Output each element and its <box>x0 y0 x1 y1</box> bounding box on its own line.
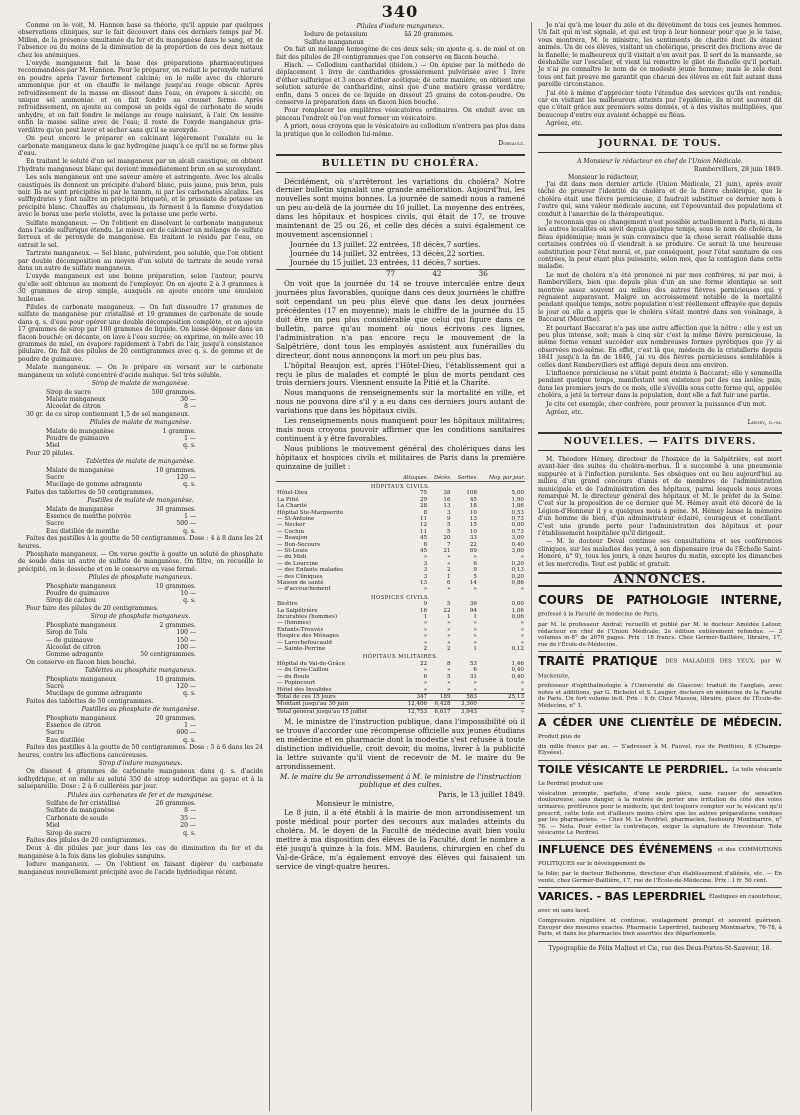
section-title-journal: JOURNAL DE TOUS. <box>538 134 782 153</box>
recipe: Phosphate manganeux 20 grammes. Essence de citron 1 — Sucre 600 — Eau distillée q. s. <box>46 714 196 744</box>
letter-date: Paris, le 13 juillet 1849. <box>438 790 525 800</box>
journee-row: Journée du 13 juillet. 22 entrées, 18 décès, 7 sorties. <box>290 239 481 249</box>
paragraph: L'influence pernicieuse ne s'était point éteinte à Baccarat; elle y sommeilla pendant quelque temps, manifestant son existence par des cas isolés; puis, dans les premiers jours de ce mois, elle s'éveilla sous cette forme qui, appelée choléra, a jeté la terreur dans la population, dont elle a fait fuir une partie. <box>538 370 782 400</box>
recipe: Phosphate manganeux 10 grammes. Sucre 120 — Mucilage de gomme adragante q. s. <box>46 675 196 698</box>
paragraph: Pour 20 pilules. <box>26 449 75 457</box>
paragraph: Faites des tablettes de 50 centigrammes. <box>26 488 154 496</box>
table-row: — du Roule 6 5 31 0,40 <box>277 673 524 680</box>
paragraph: On dissout 4 grammes de carbonate manganeux dans q. s. d'acide iodhydrique, et on mêle au soluté 350 de sirop sudorifique au gayac et à la salsepareille. Dose : 2 à 6 cuillerées par jour. <box>18 768 263 791</box>
paragraph: Deux à dix pilules par jour dans les cas de diminution du fer et du manganèse à la fois dans les globules sanguins. <box>18 845 263 860</box>
letter-heading: M. le maire du 9e arrondissement à M. le ministre de l'instruction publique et des cultes. <box>279 771 522 790</box>
paragraph: Phosphate manganeux. — On verse goutte à goutte un soluté de phosphate de soude dans un autre de sulfate de manganèse. On filtre, on recueille le précipité, on le dessèche et on le conserve en vase fermé. <box>18 551 263 573</box>
paragraph: Pour faire des pilules de 20 centigrammes. <box>26 604 159 612</box>
journee-total: 77 42 36 <box>276 269 525 279</box>
ad-cours-pathologie: COURS DE PATHOLOGIE INTERNE, professé à la Faculté de médecine de Paris, par M. le professeur Andral; recueilli et publié par M. le docteur Amédée Latour, rédacteur en chef de l'Union Médicale; 2e édition entièrement refondue. — 3 volumes in-8° de 2076 pages. Prix : 18 francs. Chez Germer-Baillière, libraire, 17, rue de l'École-de-Médecine. <box>538 591 782 652</box>
ad-clientele: A CÉDER UNE CLIENTÈLE DE MÉDECIN. Produit plus de dix mille francs par an. — S'adresser à M. Fauvel, rue de Ponthieu, 8 (Champs-Élysées). <box>538 714 782 761</box>
recipe-title: Tablettes au phosphate manganeux. <box>84 667 197 675</box>
paragraph: Malate manganeux. — On le prépare en versant sur le carbonate manganeux un soluté concentré d'acide malique. Sel très soluble. <box>18 364 263 379</box>
paragraph: Faites des pastilles à la goutte de 50 centigrammes. Dose : 5 à 6 dans les 24 heures, contre les affections cancéreuses. <box>18 744 263 759</box>
table-row: — Bon-Secours 6 7 22 0,40 <box>277 541 524 548</box>
paragraph: Hisch. — Collodium cantharidal (ibidem.) — On épuise par la méthode de déplacement 1 livre de cantharides grossièrement pulvérisée avec 1 livre d'éther sulfurique et 3 onces d'éther acétique; de cette manière, on obtient une solution saturée de cantharidine, ainsi que d'une matière grasse verdâtre; enfin, dans 5 onces de ce liquide on dissout 25 grains de coton-poudre. On conserve la préparation dans un flacon bien bouché. <box>276 62 525 107</box>
ad-traite-pratique: TRAITÉ PRATIQUE DES MALADIES DES YEUX; par W. Mackenzie, professeur d'ophthalmologie à l'Université de Glascow; traduit de l'anglais, avec notes et additions, par G. Richelot et S. Laugier, docteurs en médecine de la Faculté de Paris. Un fort volume in-8. Prix : 6 fr. Chez Masson, libraire, place de l'École-de-Médecine, n° 1. <box>538 652 782 713</box>
signature: Liégey, d.-m. <box>747 418 782 426</box>
paragraph: L'hôpital Beaujon est, après l'Hôtel-Dieu, l'établissement qui a reçu le plus de malades et compté le plus de morts pendant ces trois derniers jours. Viennent ensuite la Pitié et la Charité. <box>276 360 525 388</box>
table-row: La Charité 28 13 18 1,86 <box>277 503 524 510</box>
table-row: Hôpital du Val-de-Grâce 22 8 53 1,46 <box>277 660 524 667</box>
table-row: Total de ces 15 jours 347 189 583 25,13 <box>277 693 524 700</box>
paragraph: On peut encore le préparer en calcinant légèrement l'oxalate ou le carbonate manganeux dans le gaz hydrogène jusqu'à ce qu'il ne se forme plus d'eau. <box>18 135 263 157</box>
journal-salutation: Monsieur le rédacteur, <box>568 173 639 181</box>
table-row: — de Lourcine 3 » 6 0,20 <box>277 560 524 567</box>
table-row: La Pitié 29 16 45 1,90 <box>277 496 524 503</box>
paragraph: Le 8 juin, il a été établi à la mairie de mon arrondissement un poste médical pour porter des secours aux malades atteints du choléra. M. le doyen de la Faculté de médecine avait bien voulu mettre à ma disposition des élèves de la Faculté, dont le nombre a été jusqu'à quinze à la fois. MM. Baudens, chirurgien en chef du Val-de-Grâce, m'a également envoyé des élèves qui faisaient un service de vingt-quatre heures. <box>276 808 525 871</box>
signature: Dorvault. <box>498 140 525 148</box>
journee-row: Journée du 15 juillet. 23 entrées, 11 décès, 7 sorties. <box>290 257 481 267</box>
paragraph: J'ai été à même d'apprécier toute l'étendue des services qu'ils ont rendus; car en visitant les malheureux atteints par l'épidémie, ils m'ont souvent dit que c'était grâce aux premiers soins donnés, et à des visites multipliées, que beaucoup d'entre eux avaient échappé au fléau. <box>538 89 782 119</box>
recipe-title: Pilules d'iodure manganeux. <box>356 23 445 30</box>
table-row: Hôtel-Dieu 75 38 108 5,00 <box>277 490 524 497</box>
table-row: Maison de santé 13 6 14 0,86 <box>277 580 524 586</box>
paragraph: Je cite cet exemple, cher confrère, pour prouver la puissance d'un mot. <box>546 400 767 408</box>
paragraph: Faites des pilules de 20 centigrammes. <box>26 837 147 845</box>
recipe: Sirop de sucre 500 grammes. Malate manganeux 30 — Alcoolat de citron 8 — <box>46 388 196 411</box>
recipe: Malate de manganèse 30 grammes. Essence de menthe poivrée 1 — Sucre 500 — Eau distillée de menthe q. s. <box>46 505 196 535</box>
annonces-title: ANNONCES. <box>538 572 782 587</box>
paragraph: Pilules de carbonate manganeux. — On fait dissoudre 17 grammes de sulfate de manganèse pur cristallisé et 19 grammes de carbonate de soude dans q. s. d'eau pour opérer une double décomposition complète, et on ajoute 17 grammes de sirop par 100 grammes de liquide. On laisse déposer dans un flacon bouché; on décante, on lave à l'eau sucrée; on exprime, on mêle avec 10 grammes de miel, on évapore rapidement à l'abri de l'air, jusqu'à consistance pilulaire. On fait des pilules de 20 centigrammes avec q. s. de gomme et de poudre de guimauve. <box>18 304 263 363</box>
ad-influence: INFLUENCE DES ÉVÉNEMENS et des COMMOTIONS POLITIQUES sur le développement de la folie; par le docteur Belhomme, directeur d'un établissement d'aliénés, etc. — En vente, chez Germer-Baillière, 17, rue de l'École-de-Médecine. Prix : 1 fr. 50 cent. <box>538 841 782 888</box>
recipe-title: Pilules de malate de manganèse. <box>89 419 192 427</box>
journee-list <box>276 241 525 279</box>
table-row: — (femmes) » » » » <box>277 620 524 627</box>
recipe-title: Pastilles de malate de manganèse. <box>87 497 194 505</box>
journal-date: Rambervillers, 28 juin 1849. <box>693 166 782 174</box>
table-row: — Beaujon 45 20 33 3,00 <box>277 535 524 542</box>
section-title-nouvelles: NOUVELLES. — FAITS DIVERS. <box>538 432 782 451</box>
table-row: Enfants-Trouvés » » » » <box>277 626 524 633</box>
paragraph: Le mot de choléra n'a été prononcé ni par mes confrères, ni par moi, à Rambervillers, bien que depuis plus d'un an une forme identique se soit montrée assez souvent au milieu des autres fièvres pernicieuses qui y régnaient auparavant. Malgré un accroissement notable de la mortalité pendant quelque temps, notre population n'est réellement effrayée que depuis le jour où elle a appris que le choléra s'était montré dans son voisinage, à Baccarat (Meurthe). <box>538 271 782 324</box>
paragraph: J'ai dit dans mon dernier article (Union Médicale, 21 juin), après avoir tâché de prouver l'identité du choléra et de la fièvre cholérique, que le choléra était une fièvre pernicieuse, il faudrait substituer ce dernier nom à l'autre qui, sans valeur médicale aucune, est l'épouvantail des populations et conduit à l'anarchie de la thérapeutique. <box>538 180 782 218</box>
table-subheading: HÔPITAUX CIVILS. <box>370 483 431 490</box>
paragraph: On fait un mélange homogène de ces deux sels; on ajoute q. s. de miel et on fait des pilules de 20 centigrammes que l'on conserve en flacon bouché. <box>276 46 525 61</box>
table-row: — du Midi » » » » <box>277 554 524 561</box>
table-row: — du Gros-Caillou » » 6 0,40 <box>277 667 524 674</box>
paragraph: L'oxyde manganeux fait la base des préparations pharmaceutiques recommandées par M. Hannon. Pour le préparer, on réduit le peroxyde naturel en poudre après l'avoir fortement calciné; on le mêle avec du chlorure ammonique pur et on chauffe le mélange jusqu'au rouge obscur. Après refroidissement de la masse on dissout dans l'eau, on évapore à siccité; on unique sel ammoniac et on fait fondre au creuset fermé. Après refroidissement, on ajoute au composé un poids égal de carbonate de soude anhydre, et on fait fondre le mélange au rouge naissant, à l'air. On lessive enfin la masse saline avec de l'eau; il reste de l'oxyde manganeux gris-verdâtre qu'on peut laver et sécher sans qu'il se suroxyde. <box>18 60 263 134</box>
paragraph: L'oxyde manganeux est une bonne préparation, selon l'auteur, pourvu qu'elle soit obtenue au moment de l'employer. On en ajoute 2 à 3 grammes à 30 grammes de sirop simple, auxquels on ajoute encore une émulsion huileuse. <box>18 273 263 303</box>
ad-varices: VARICES. - BAS LEPERDRIEL Élastiques en caoutchouc, avec ou sans lacet. Compression régulière et continue, soulagement prompt et souvent guérison. Envoyer des mesures exactes. Pharmacie Leperdriel, faubourg Montmartre, 76-78, à Paris, et dans les pharmacies bien assorties des départements. <box>538 888 782 942</box>
table-row: — St-Antoine 11 9 13 0,73 <box>277 515 524 522</box>
recipe: Malate de manganèse 10 grammes. Sucre 120 — Mucilage de gomme adragante q. s. <box>46 466 196 489</box>
table-row: Hôpital Ste-Marguerite 8 3 10 0,53 <box>277 509 524 516</box>
paragraph: Et pourtant Baccarat n'a pas une autre affection que la nôtre : elle y est un peu plus intense, soit; mais à cinq sûr c'est la même fièvre pernicieuse, la même forme venant succéder aux nombreuses formes pyrétiques que j'y ai observées moi-même. En effet, c'est là que, médecin de la cristallerie depuis 1841 jusqu'à la fin de 1846, j'ai vu des fièvres pernicieuses semblables à celles dont Rambervillers est affligé depuis deux ans environ. <box>538 324 782 369</box>
paragraph: Les sels manganeux ont une saveur amère et astringente. Avec les alcalis caustiques ils donnent un précipité d'abord blanc, puis jaune, puis brun, puis noir. Ils ne sont précipités ni par le tannin, ni par les carbonates alcalins. Les sulfhydrates y font naître un précipité briqueté, et le prussiate de potasse un précipité blanc. Chauffés au chalumeau, ils forment à la flamme d'oxydation avec le borax une perle violette, avec la potasse une perle verte. <box>18 174 263 219</box>
section-title-cholera: BULLETIN DU CHOLÉRA. <box>276 154 525 173</box>
table-row: — Larochefoucauld » » » » <box>277 639 524 646</box>
recipe-title: Tablettes de malate de manganèse. <box>85 458 196 466</box>
cholera-table: Attaques. Décès. Sorties. Moy. par jour. HÔPITAUX CIVILS. Hôtel-Dieu 75 38 108 5,00 La Pitié 29 16 45 1,90 La Charité 28 13 18 1,86 Hôpital Ste-Marguerite 8 3 10 0,53 — St-Antoine 11 9 13 0,73 — Necker 12 5 15 0,80 — Cochin 11 5 10 0,73 — Beaujon 45 20 33 3,00 — Bon-Secours 6 7 22 0,40 — St-Louis 45 21 69 3,00 — du Midi » » » » — de Lourcine 3 » 6 0,20 — des Enfants malades 3 2 9 0,13 — des Cliniques 3 1 5 0,20 Maison de santé 13 6 14 0,86 — d'accouchement » » » » HOSPICES CIVILS. Bicêtre 9 5 36 0,60 La Salpêtrière 16 22 94 1,06 Incurables (hommes) 1 1 1 0,06 — (femmes) » » » » Enfants-Trouvés » » » » Hospice des Ménages » » » » — Larochefoucauld » » » » — Sainte-Perrine 2 2 1 0,12 HÔPITAUX MILITAIRES. Hôpital du Val-de-Grâce 22 8 53 1,46 — du Gros-Caillou » » 6 0,40 — du Roule 6 5 31 0,40 — Popincourt » » » » Hôtel des Invalides » » » » Total de ces 15 jours 347 189 583 25,13 Montant jusqu'au 30 juin 12,406 6,428 3,360 » Total général jusqu'au 15 juillet 12,753 6,617 3,943 » <box>277 474 525 715</box>
page-number: 340 <box>381 2 419 21</box>
paragraph: En traitant le soluté d'un sel manganeux par un alcali caustique, on obtient l'hydrate manganeux blanc qui devient immédiatement brun en se suroxydant. <box>18 158 263 173</box>
table-row: — St-Louis 45 21 69 3,00 <box>277 547 524 554</box>
table-row: Montant jusqu'au 30 juin 12,406 6,428 3,360 » <box>277 701 524 708</box>
journal-subtitle: A Monsieur le rédacteur en chef de l'Union Médicale. <box>577 157 743 165</box>
table-row: Total général jusqu'au 15 juillet 12,753 6,617 3,943 » <box>277 708 524 715</box>
table-subheading: HÔPITAUX MILITAIRES. <box>362 654 439 661</box>
paragraph: M. Théodore Hémey, directeur de l'hospice de la Salpêtrière, est mort avant-hier des suites du choléra-morbus. Il a succombé à une pneumonie suppurée et à l'infection purulente. Ses obsèques ont eu lieu aujourd'hui au milieu d'un grand concours d'amis et de membres de l'administration municipale et de l'administration des hôpitaux, parmi lesquels nous avons remarqué M. le directeur général des hôpitaux et M. le préfet de la Seine. C'est sur la proposition de ce dernier que M. Hémey avait été décoré de la Légion-d'Honneur il y a quelques mois à peine. M. Hémey laisse la mémoire d'un homme de bien, d'un administrateur éclairé, courageux et conciliant. C'est une grande perte pour l'administration des hôpitaux et pour l'établissement hospitalier qu'il dirigeait. <box>538 455 782 537</box>
paragraph: Faites des pastilles à la goutte de 50 centigrammes. Dose : 4 à 8 dans les 24 heures. <box>18 535 263 550</box>
recipe: Sulfate de fer cristallisé 26 grammes. Sulfate de manganèse 8 — Carbonate de soude 35 — Miel 20 — Sirop de sucre q. s. <box>46 800 196 837</box>
recipe-title: Pilules de phosphate manganeux. <box>88 574 193 582</box>
column-left <box>12 22 270 1111</box>
paragraph: A priori, nous croyons que le vésicatoire au collodium n'entrera pas plus dans la pratique que le collodion lui-même. <box>276 123 525 138</box>
table-row: — Cochin 11 5 10 0,73 <box>277 528 524 535</box>
paragraph: 30 gr. de ce sirop contiennent 1,5 de sel manganeux. <box>26 410 190 418</box>
table-row: — des Cliniques 3 1 5 0,20 <box>277 573 524 580</box>
table-row: — d'accouchement » » » » <box>277 586 524 593</box>
recipe-title: Sirop de phosphate manganeux. <box>90 613 191 621</box>
paragraph: On conserve en flacon bien bouché. <box>26 658 137 666</box>
table-row: — des Enfants malades 3 2 9 0,13 <box>277 567 524 574</box>
paragraph: Agréez, etc. <box>546 409 583 417</box>
table-row: Hôtel des Invalides » » » » <box>277 686 524 693</box>
paragraph: On voit que la journée du 14 se trouve intercalée entre deux journées plus favorables, quoique dans ces deux journées le chiffre soit cependant un peu plus élevé que dans les deux journées précédentes (17 en moyenne); mais le chiffre de la journée du 15 doit être un peu plus considérable que celui qui figure dans ce bulletin, parce qu'au moment où nous écrivons ces lignes, l'administration n'a pas encore reçu le mouvement de la Salpêtrière, dont tous les employés assistent aux funérailles du directeur, dont nous annonçons la mort un peu plus bas. <box>276 279 525 360</box>
table-row: Bicêtre 9 5 36 0,60 <box>277 601 524 608</box>
paragraph: Iodure manganeux. — On l'obtient en faisant digérer du carbonate manganeux nouvellement précipité avec de l'acide hydriodique récent. <box>18 861 263 876</box>
recipe: Phosphate manganeux 2 grammes. Sirop de Tolu 100 — — de guimauve 150 — Alcoolat de citron 100 — Gomme adragante 50 centigrammes. <box>46 621 196 659</box>
table-row: — Necker 12 5 15 0,80 <box>277 522 524 529</box>
recipe: Phosphate manganeux 10 grammes. Poudre de guimauve 10 — Sirop de cachou q. s. <box>46 582 196 605</box>
paragraph: Comme on le voit, M. Hannon base sa théorie, qu'il appuie par quelques observations cliniques, sur le fait découvert dans ces derniers temps par M. Millon, de la présence simultanée du fer et du manganèse dans le sang, et de l'absence ou du moins de la diminution de la proportion de ces deux métaux chez les anémiques. <box>18 22 263 59</box>
paragraph: — M. le docteur Deval continue ses consultations et ses conférences cliniques, sur les maladies des yeux, à son dispensaire (rue de l'Échelle Saint-Honoré, n° 9), tous les jours, à onze heures du matin, excepté les dimanches et les mercredis. Tout est public et gratuit. <box>538 538 782 568</box>
column-right <box>532 22 788 1111</box>
recipe-title: Sirop de malate de manganèse. <box>91 380 190 388</box>
table-row: Incurables (hommes) 1 1 1 0,06 <box>277 614 524 621</box>
table-row: — Sainte-Perrine 2 2 1 0,12 <box>277 646 524 653</box>
table-row: — Popincourt » » » » <box>277 680 524 687</box>
paragraph: M. le ministre de l'instruction publique, dans l'impossibilité où il se trouve d'accorder une récompense officielle aux jeunes étudians en médecine et en pharmacie dont la modestie s'est refusée à toute distinction individuelle, croit devoir, du moins, livrer à la publicité la lettre suivante qu'il vient de recevoir de M. le maire du 9e arrondissement. <box>276 717 525 771</box>
paragraph: Pour remplacer les emplâtres vésicatoires ordinaires. On enduit avec un pinceau l'endroit où l'on veut former un vésicatoire. <box>276 107 525 122</box>
recipe-title: Pilules aux carbonates de fer et de manganèse. <box>67 791 214 799</box>
paragraph: Décidément, où s'arrêteront les variations du choléra? Notre dernier bulletin signalait une grande amélioration. Aujourd'hui, les nouvelles sont moins bonnes. La journée de samedi nous a ramené un peu au-delà de la journée du 10 juillet. La moyenne des entrées, dans les hôpitaux et hospices civils, qui était de 17, se trouve maintenant de 25 ou 26, et celle des décès a suivi également ce mouvement ascensionnel : <box>276 176 525 239</box>
table-row: Hospice des Ménages » » » » <box>277 633 524 640</box>
imprint: Typographie de Félix Maltest et Cie, rue des Deux-Portes-St-Sauveur, 18. <box>548 944 772 952</box>
letter-salutation: Monsieur le ministre, <box>316 799 395 809</box>
ad-toile-vesicante: TOILE VÉSICANTE LE PERDRIEL. La toile vésicante Le Perdriel produit une vésication prompte, parfaite, d'une seule pièce, sans causer de sensation douloureuse, sans danger, à la rentrée de porter une irritation du côté des voies urinaires; préférence pour le médecin, qui doit toujours compter sur le vésicant qu'il prescrit, cette toile est d'ailleurs moins chère que les autres préparations vendues par les pharmaciens. — Chez M. Le Perdriel, pharmacien, faubourg Montmartre, n° 76. — Nota. Pour éviter la contrefaçon, exiger la signature de l'inventeur. Toile vésicante Le Perdriel. <box>538 761 782 841</box>
recipe: Iodure de potassium ãã 20 grammes. Sulfate manganeux <box>304 31 454 46</box>
paragraph: Je reconnais que ce changement n'est possible actuellement à Paris, ni dans les autres localités où sévit depuis quelque temps, sous le nom de choléra, le fléau épidémique; mais je suis convaincu que la chose serait réalisable dans certaines contrées où il viendrait à se produire. Ce serait là une heureuse substitution pour l'état moral, et, par conséquent, pour l'état sanitaire de ces contrées, la peur étant plus puissante, selon moi, que la contagion dans cette maladie. <box>538 218 782 271</box>
paragraph: Sulfate manganeux. — On l'obtient en dissolvant le carbonate manganeux dans l'acide sulfurique étendu. Le mieux est de calciner un mélange de sulfate ferreux et de peroxyde de manganèse. En traitant le résidu par l'eau, on extrait le sel. <box>18 219 263 249</box>
recipe-title: Pastilles au phosphate de manganèse. <box>81 706 200 714</box>
paragraph: Je n'ai qu'à me louer du zèle et du dévoûment de tous ces jeunes hommes. Un fait qui m'est signalé, et qui est trop à leur honneur pour que je le taise, vous montrera, M. le ministre, les sentiments de charité dont ils étaient animés. Un de ces élèves, visitant un cholérique, prescrit des frictions avec de la flanelle; le malheureux qu'il visitait n'en avait pas. Il sort de la mansarde, se déshabille sur l'escalier, et vient lui remettre le gilet de flanelle qu'il portait. Je n'ai pu connaître le nom de ce modeste jeune homme; mais le zèle dont tous ont fait preuve me garantit que chacun des élèves en eût fait autant dans pareille circonstance. <box>538 22 782 89</box>
recipe-title: Sirop d'iodure manganeux. <box>98 760 183 767</box>
paragraph: Nous manquons de renseignements sur la mortalité en ville, et nous ne pouvons dire s'il y a eu dans ces derniers jours autant de variations que dans les hôpitaux civils. <box>276 388 525 416</box>
recipe: Malate de manganèse 1 gramme. Poudre de guimauve 1 — Miel q. s. <box>46 427 196 450</box>
column-middle <box>270 22 532 1111</box>
paragraph: Faites des tablettes de 50 centigrammes. <box>26 697 154 705</box>
journee-row: Journée du 14 juillet. 32 entrées, 13 décès, 22 sorties. <box>290 248 485 258</box>
paragraph: Nous publions le mouvement général des cholériques dans les hôpitaux et hospices civils et militaires de Paris dans la première quinzaine de juillet : <box>276 443 525 471</box>
paragraph: Les renseignements nous manquent pour les hôpitaux militaires; mais nous croyons pouvoir affirmer que les conditions sanitaires continuent à y être favorables. <box>276 416 525 443</box>
table-row: La Salpêtrière 16 22 94 1,06 <box>277 607 524 614</box>
paragraph: Tartrate manganeux. — Sel blanc, pulvérulent, peu soluble, que l'on obtient par double décomposition au moyen d'un soluté de tartrate de soude versé dans un autre de sulfate manganeux. <box>18 250 263 272</box>
table-subheading: HOSPICES CIVILS. <box>370 594 431 601</box>
paragraph: Agréez, etc. <box>546 120 583 128</box>
